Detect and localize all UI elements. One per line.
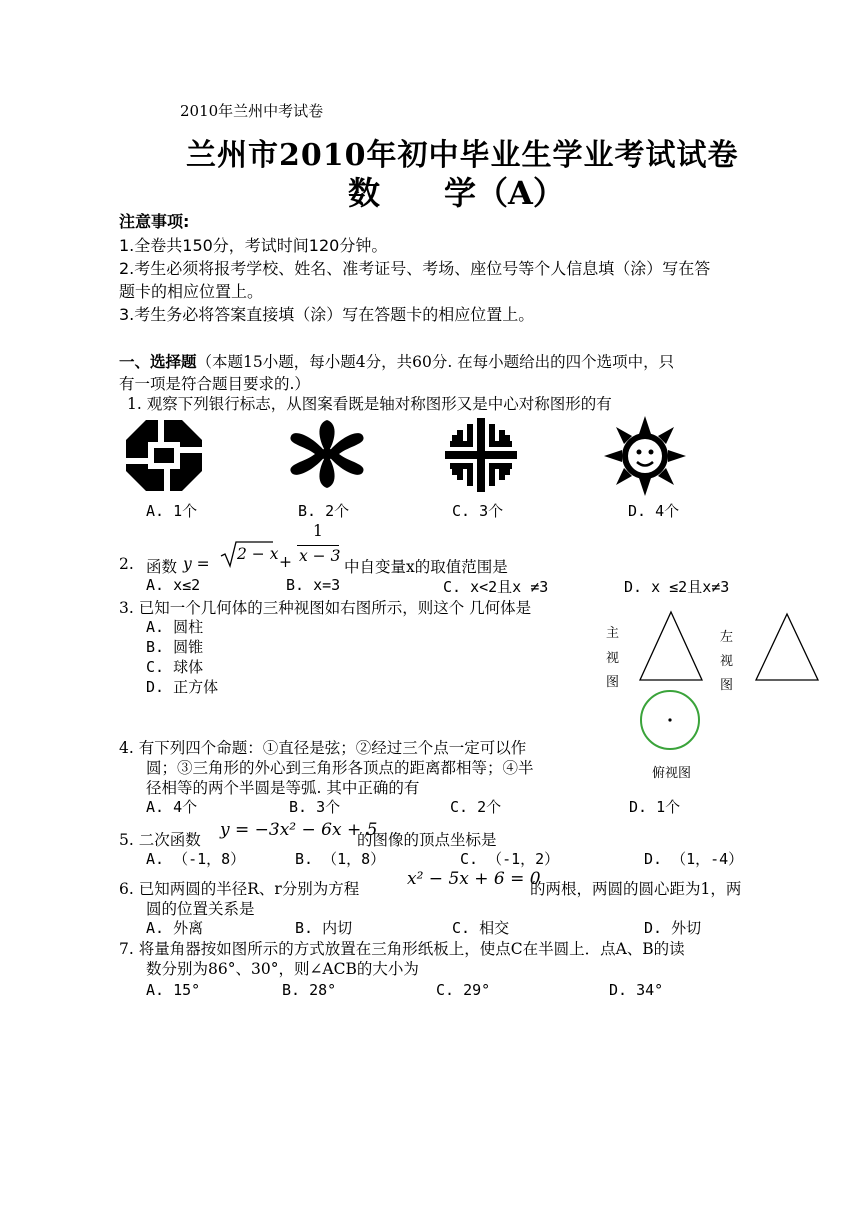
bank-logo-square-icon: [124, 418, 204, 493]
q6-option-c: C. 相交: [452, 919, 510, 937]
q3-option-a: A. 圆柱: [146, 618, 204, 636]
q5-option-c: C. （-1，2）: [460, 850, 560, 868]
q3-text: 3. 已知一个几何体的三种视图如右图所示，则这个 几何体是: [119, 599, 532, 617]
left-view-triangle-icon: [754, 612, 820, 684]
q2-suffix: 中自变量x的取值范围是: [344, 558, 508, 576]
front-view-triangle-icon: [638, 610, 704, 684]
q5-prefix: 5. 二次函数: [119, 831, 201, 849]
q2-prefix: 函数: [146, 558, 178, 576]
q2-option-a: A. x≤2: [146, 576, 201, 594]
q7-option-c: C. 29°: [436, 981, 491, 999]
q3-option-c: C. 球体: [146, 658, 204, 676]
q5-formula: y = −3x² − 6x + 5: [220, 820, 378, 840]
notice-item-3: 3.考生务必将答案直接填（涂）写在答题卡的相应位置上。: [119, 305, 535, 324]
q5-option-b: B. （1，8）: [295, 850, 386, 868]
q4-line-2: 圆；③三角形的外心到三角形各顶点的距离都相等；④半: [146, 759, 534, 777]
q6-suffix: 的两根，两圆的圆心距为1，两: [530, 880, 742, 898]
q2-plus: +: [279, 553, 292, 571]
notice-item-2-cont: 题卡的相应位置上。: [119, 282, 264, 301]
notice-item-2: 2.考生必须将报考学校、姓名、准考证号、考场、座位号等个人信息填（涂）写在答: [119, 259, 711, 278]
q2-option-b: B. x=3: [286, 576, 341, 594]
q7-line-1: 7. 将量角器按如图所示的方式放置在三角形纸板上，使点C在半圆上．点A、B的读: [119, 940, 685, 958]
q6-line-2: 圆的位置关系是: [146, 900, 255, 918]
q1-option-c: C. 3个: [452, 502, 504, 520]
bank-logo-cross-icon: [443, 416, 519, 494]
q4-line-1: 4. 有下列四个命题：①直径是弦；②经过三个点一定可以作: [119, 739, 527, 757]
left-view-label-2: 视: [720, 654, 734, 669]
top-view-label: 俯视图: [652, 766, 692, 781]
notice-item-1: 1.全卷共150分，考试时间120分钟。: [119, 236, 388, 255]
bank-logo-clover-icon: [285, 418, 369, 490]
q4-line-3: 径相等的两个半圆是等弧. 其中正确的有: [146, 779, 420, 797]
left-view-label-1: 左: [720, 630, 734, 645]
exam-title: 兰州市2010年初中毕业生学业考试试卷: [186, 138, 739, 173]
front-view-label-2: 视: [606, 651, 620, 666]
q1-option-b: B. 2个: [298, 502, 350, 520]
top-view-circle-icon: [637, 687, 703, 753]
q7-line-2: 数分别为86°、30°，则∠ACB的大小为: [146, 960, 419, 978]
q6-option-d: D. 外切: [644, 919, 702, 937]
q7-option-d: D. 34°: [609, 981, 664, 999]
q1-text: 1. 观察下列银行标志，从图案看既是轴对称图形又是中心对称图形的有: [127, 395, 612, 413]
q5-option-a: A. （-1，8）: [146, 850, 246, 868]
q4-option-c: C. 2个: [450, 798, 502, 816]
section-desc: （本题15小题，每小题4分，共60分. 在每小题给出的四个选项中，只: [196, 353, 675, 371]
q6-option-b: B. 内切: [295, 919, 353, 937]
q1-option-a: A. 1个: [146, 502, 198, 520]
q7-option-a: A. 15°: [146, 981, 201, 999]
q7-option-b: B. 28°: [282, 981, 337, 999]
q4-option-a: A. 4个: [146, 798, 198, 816]
q5-suffix: 的图像的顶点坐标是: [357, 831, 497, 849]
q4-option-d: D. 1个: [629, 798, 681, 816]
q2-frac-den: x − 3: [299, 547, 341, 565]
q6-option-a: A. 外离: [146, 919, 204, 937]
front-view-label-3: 图: [606, 675, 620, 690]
left-view-label-3: 图: [720, 678, 734, 693]
q4-option-b: B. 3个: [289, 798, 341, 816]
notice-heading: 注意事项:: [119, 212, 190, 231]
q2-sqrt-arg: 2 − x: [237, 545, 279, 563]
front-view-label-1: 主: [606, 626, 620, 641]
q1-option-d: D. 4个: [628, 502, 680, 520]
q2-frac-bar: [297, 545, 339, 546]
q3-option-d: D. 正方体: [146, 678, 219, 696]
q5-option-d: D. （1，-4）: [644, 850, 744, 868]
q2-frac-num: 1: [313, 522, 323, 540]
bank-logo-sun-icon: [604, 416, 686, 496]
section-intro: [119, 350, 674, 372]
q2-y: y =: [183, 555, 210, 573]
section-heading: 一、选择题: [119, 353, 197, 371]
q3-option-b: B. 圆锥: [146, 638, 204, 656]
q6-prefix: 6. 已知两圆的半径R、r分别为方程: [119, 880, 360, 898]
q6-formula: x² − 5x + 6 = 0: [407, 869, 541, 889]
q2-number: 2.: [119, 555, 134, 573]
header-note: 2010年兰州中考试卷: [180, 102, 324, 120]
q2-option-c: C. x<2且x ≠3: [443, 578, 549, 596]
exam-subtitle: 数 学（A）: [348, 174, 565, 212]
q2-option-d: D. x ≤2且x≠3: [624, 578, 730, 596]
section-desc-2: 有一项是符合题目要求的.）: [119, 375, 310, 393]
